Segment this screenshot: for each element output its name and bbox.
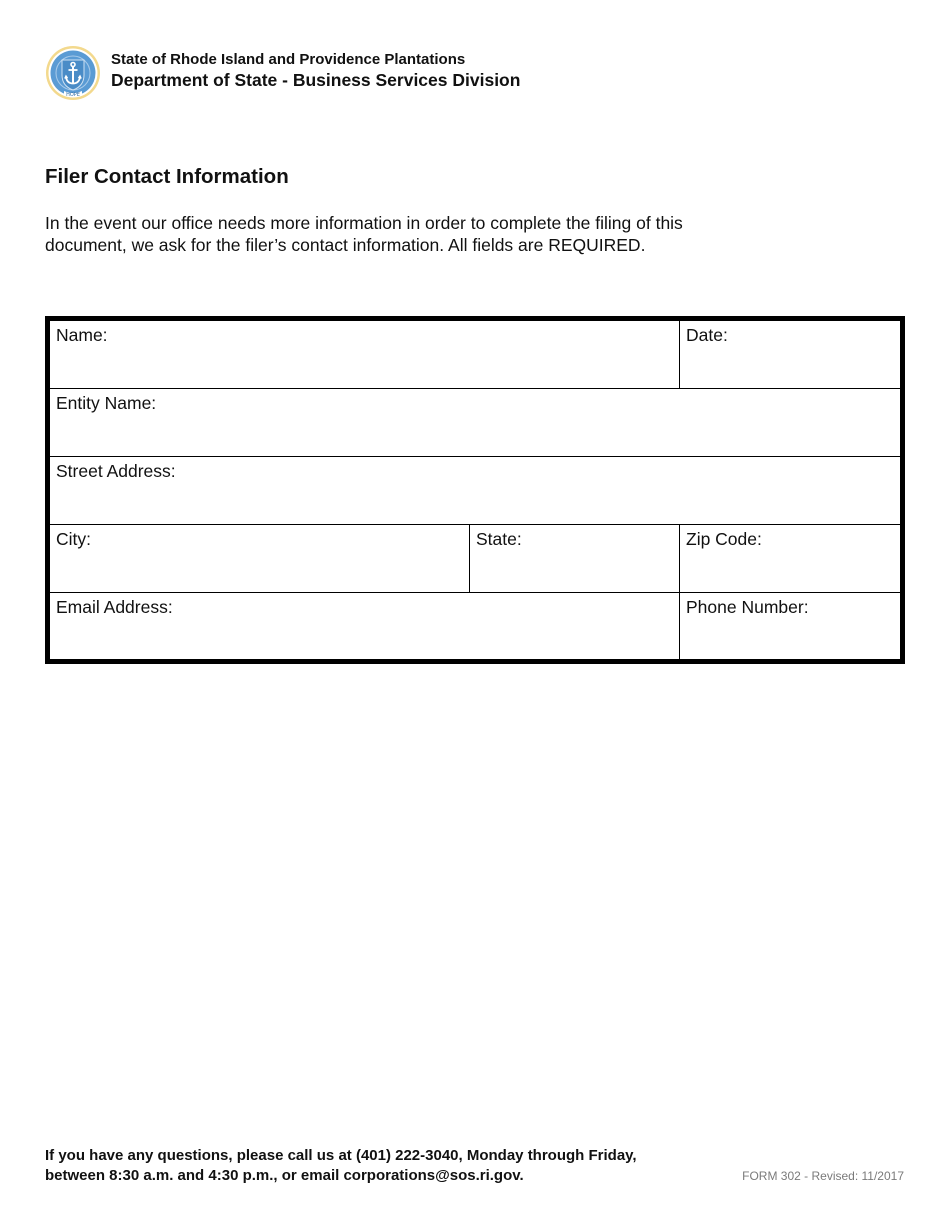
help-contact-note [45,1146,705,1185]
city-field[interactable] [50,525,469,592]
form-row-city-state-zip [50,525,900,593]
help-line-1: If you have any questions, please call us at (401) 222-3040, Monday through Friday, [45,1147,637,1164]
form-row-name-date [50,321,900,389]
phone-number-label: Phone Number: [686,597,809,617]
help-line-2: between 8:30 a.m. and 4:30 p.m., or email corporations@sos.ri.gov. [45,1166,524,1184]
city-label: City: [56,529,91,549]
street-address-field[interactable] [50,457,900,524]
name-label: Name: [56,325,108,345]
street-address-label: Street Address: [56,461,176,481]
form-row-street-address [50,457,900,525]
date-label: Date: [686,325,728,345]
contact-form [45,316,905,664]
zip-code-field[interactable] [679,525,900,592]
zip-code-label: Zip Code: [686,529,762,549]
form-revision-id: FORM 302 - Revised: 11/2017 [742,1169,904,1183]
state-label: State: [476,529,522,549]
department-name: Department of State - Business Services Division [111,70,521,90]
form-row-email-phone [50,593,900,661]
phone-number-field[interactable] [679,593,900,661]
email-address-label: Email Address: [56,597,173,617]
svg-text:HOPE: HOPE [66,92,80,98]
state-field[interactable] [469,525,679,592]
entity-name-field[interactable] [50,389,900,456]
date-field[interactable] [679,321,900,388]
rhode-island-seal-icon [45,45,101,101]
name-field[interactable] [50,321,679,388]
entity-name-label: Entity Name: [56,393,157,413]
intro-text: In the event our office needs more information in order to complete the filing of this document, we ask for the filer’s contact information. All fields are REQUIRED. [45,213,683,255]
header [111,51,520,91]
email-address-field[interactable] [50,593,679,661]
form-row-entity-name [50,389,900,457]
state-name: State of Rhode Island and Providence Plantations [111,51,466,68]
section-title: Filer Contact Information [45,165,289,188]
